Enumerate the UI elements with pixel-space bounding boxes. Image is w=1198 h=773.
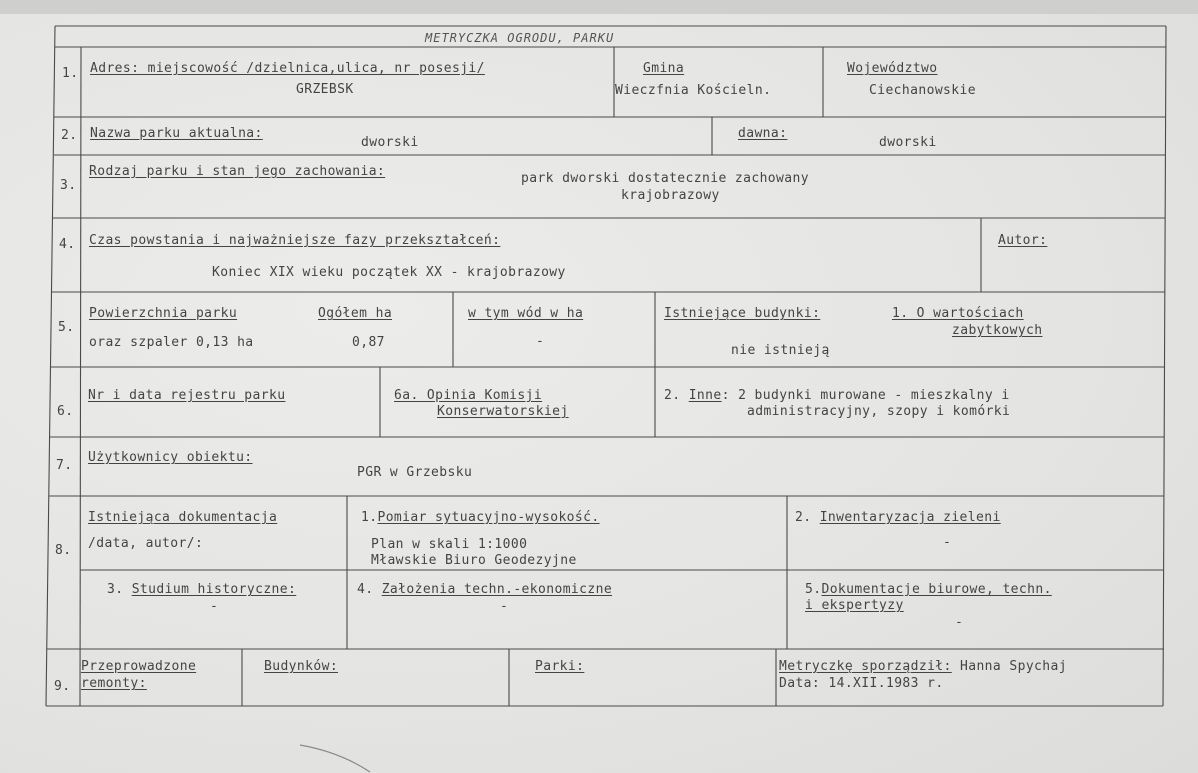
survey-label: Pomiar sytuacyjno-wysokość. bbox=[377, 510, 600, 525]
opinion-label-2: Konserwatorskiej bbox=[437, 404, 569, 419]
tech-heading bbox=[357, 582, 612, 598]
history-phases-label: Czas powstania i najważniejsze fazy przekształceń: bbox=[89, 233, 501, 248]
row-number-4: 4. bbox=[59, 237, 76, 252]
current-name-value: dworski bbox=[361, 135, 419, 150]
row-number-2: 2. bbox=[61, 128, 78, 143]
water-area-value: - bbox=[536, 334, 545, 349]
park-type-value-line1: park dworski dostatecznie zachowany bbox=[521, 171, 809, 186]
form-title: METRYCZKA OGRODU, PARKU bbox=[425, 31, 615, 45]
users-label: Użytkownicy obiektu: bbox=[88, 450, 253, 465]
other-label: Inne bbox=[688, 388, 722, 403]
row-number-6: 6. bbox=[57, 404, 74, 419]
row-number-3: 3. bbox=[60, 178, 77, 193]
historic-buildings-label-1: 1. O wartościach bbox=[892, 306, 1024, 321]
history-prefix: 3. bbox=[107, 582, 124, 597]
address-value: GRZEBSK bbox=[296, 82, 354, 97]
register-label: Nr i data rejestru parku bbox=[88, 388, 286, 403]
repairs-parks-label: Parki: bbox=[535, 659, 585, 674]
date-value: 14.XII.1983 r. bbox=[828, 676, 944, 691]
former-name-label: dawna: bbox=[738, 126, 788, 141]
office-value: - bbox=[955, 615, 964, 630]
prepared-value: Hanna Spychaj bbox=[960, 659, 1067, 674]
other-value-1: : 2 budynki murowane - mieszkalny i bbox=[721, 388, 1010, 403]
other-value-2: administracyjny, szopy i komórki bbox=[747, 404, 1011, 419]
office-prefix: 5. bbox=[805, 582, 822, 597]
survey-heading bbox=[361, 510, 600, 526]
current-name-label: Nazwa parku aktualna: bbox=[90, 126, 263, 141]
opinion-label-1-text: 6a. Opinia Komisji bbox=[394, 388, 543, 403]
author-label: Autor: bbox=[998, 233, 1048, 248]
historic-buildings-label-2: zabytkowych bbox=[952, 323, 1043, 338]
documentation-sub: /data, autor/: bbox=[88, 536, 204, 551]
row-number-8: 8. bbox=[55, 543, 72, 558]
survey-value-1: Plan w skali 1:1000 bbox=[371, 537, 528, 552]
prepared-label: Metryczkę sporządził: bbox=[779, 659, 952, 674]
historic-buildings-value: nie istnieją bbox=[731, 343, 830, 358]
existing-buildings-label: Istniejące budynki: bbox=[664, 306, 821, 321]
row-number-9: 9. bbox=[54, 679, 71, 694]
greenery-value: - bbox=[943, 535, 952, 550]
area-extra-value: oraz szpaler 0,13 ha bbox=[89, 335, 254, 350]
prepared-by bbox=[779, 659, 1067, 675]
repairs-buildings-label: Budynków: bbox=[264, 659, 339, 674]
voivodeship-label: Województwo bbox=[847, 61, 938, 76]
history-phases-value: Koniec XIX wieku początek XX - krajobrazowy bbox=[212, 265, 566, 280]
greenery-heading bbox=[795, 510, 1001, 526]
greenery-label: Inwentaryzacja zieleni bbox=[819, 510, 1001, 525]
tech-label: Założenia techn.-ekonomiczne bbox=[381, 582, 613, 597]
gmina-value: Wieczfnia Kościeln. bbox=[615, 83, 772, 98]
tech-value: - bbox=[500, 599, 509, 614]
documentation-label: Istniejąca dokumentacja bbox=[88, 510, 278, 525]
users-value: PGR w Grzebsku bbox=[357, 465, 473, 480]
history-study-heading bbox=[107, 582, 296, 598]
park-area-label: Powierzchnia parku bbox=[89, 306, 238, 321]
address-label: Adres: miejscowość /dzielnica,ulica, nr posesji/ bbox=[90, 61, 485, 76]
date-line bbox=[779, 676, 944, 692]
row-number-5: 5. bbox=[58, 320, 75, 335]
water-area-label: w tym wód w ha bbox=[468, 306, 584, 321]
total-area-label: Ogółem ha bbox=[318, 306, 393, 321]
other-prefix: 2. bbox=[664, 388, 681, 403]
history-value: - bbox=[210, 599, 219, 614]
date-label: Data: bbox=[779, 676, 821, 691]
office-label-1: Dokumentacje biurowe, techn. bbox=[821, 582, 1052, 597]
park-type-value-line2: krajobrazowy bbox=[621, 188, 720, 203]
survey-value-2: Mławskie Biuro Geodezyjne bbox=[371, 553, 577, 568]
tech-prefix: 4. bbox=[357, 582, 374, 597]
row-number-1: 1. bbox=[62, 66, 79, 81]
former-name-value: dworski bbox=[879, 135, 937, 150]
gmina-label: Gmina bbox=[643, 61, 685, 76]
survey-prefix: 1. bbox=[361, 510, 378, 525]
park-type-label: Rodzaj parku i stan jego zachowania: bbox=[89, 164, 386, 179]
total-area-value: 0,87 bbox=[352, 335, 385, 350]
greenery-prefix: 2. bbox=[795, 510, 812, 525]
row-number-7: 7. bbox=[56, 458, 73, 473]
repairs-label-1: Przeprowadzone bbox=[81, 659, 197, 674]
opinion-label-1 bbox=[394, 388, 542, 404]
other-buildings bbox=[664, 388, 1010, 404]
history-label: Studium historyczne: bbox=[131, 582, 297, 597]
office-heading bbox=[805, 582, 1052, 598]
voivodeship-value: Ciechanowskie bbox=[869, 83, 976, 98]
office-label-2: i ekspertyzy bbox=[805, 598, 904, 613]
repairs-label-2: remonty: bbox=[81, 676, 147, 691]
